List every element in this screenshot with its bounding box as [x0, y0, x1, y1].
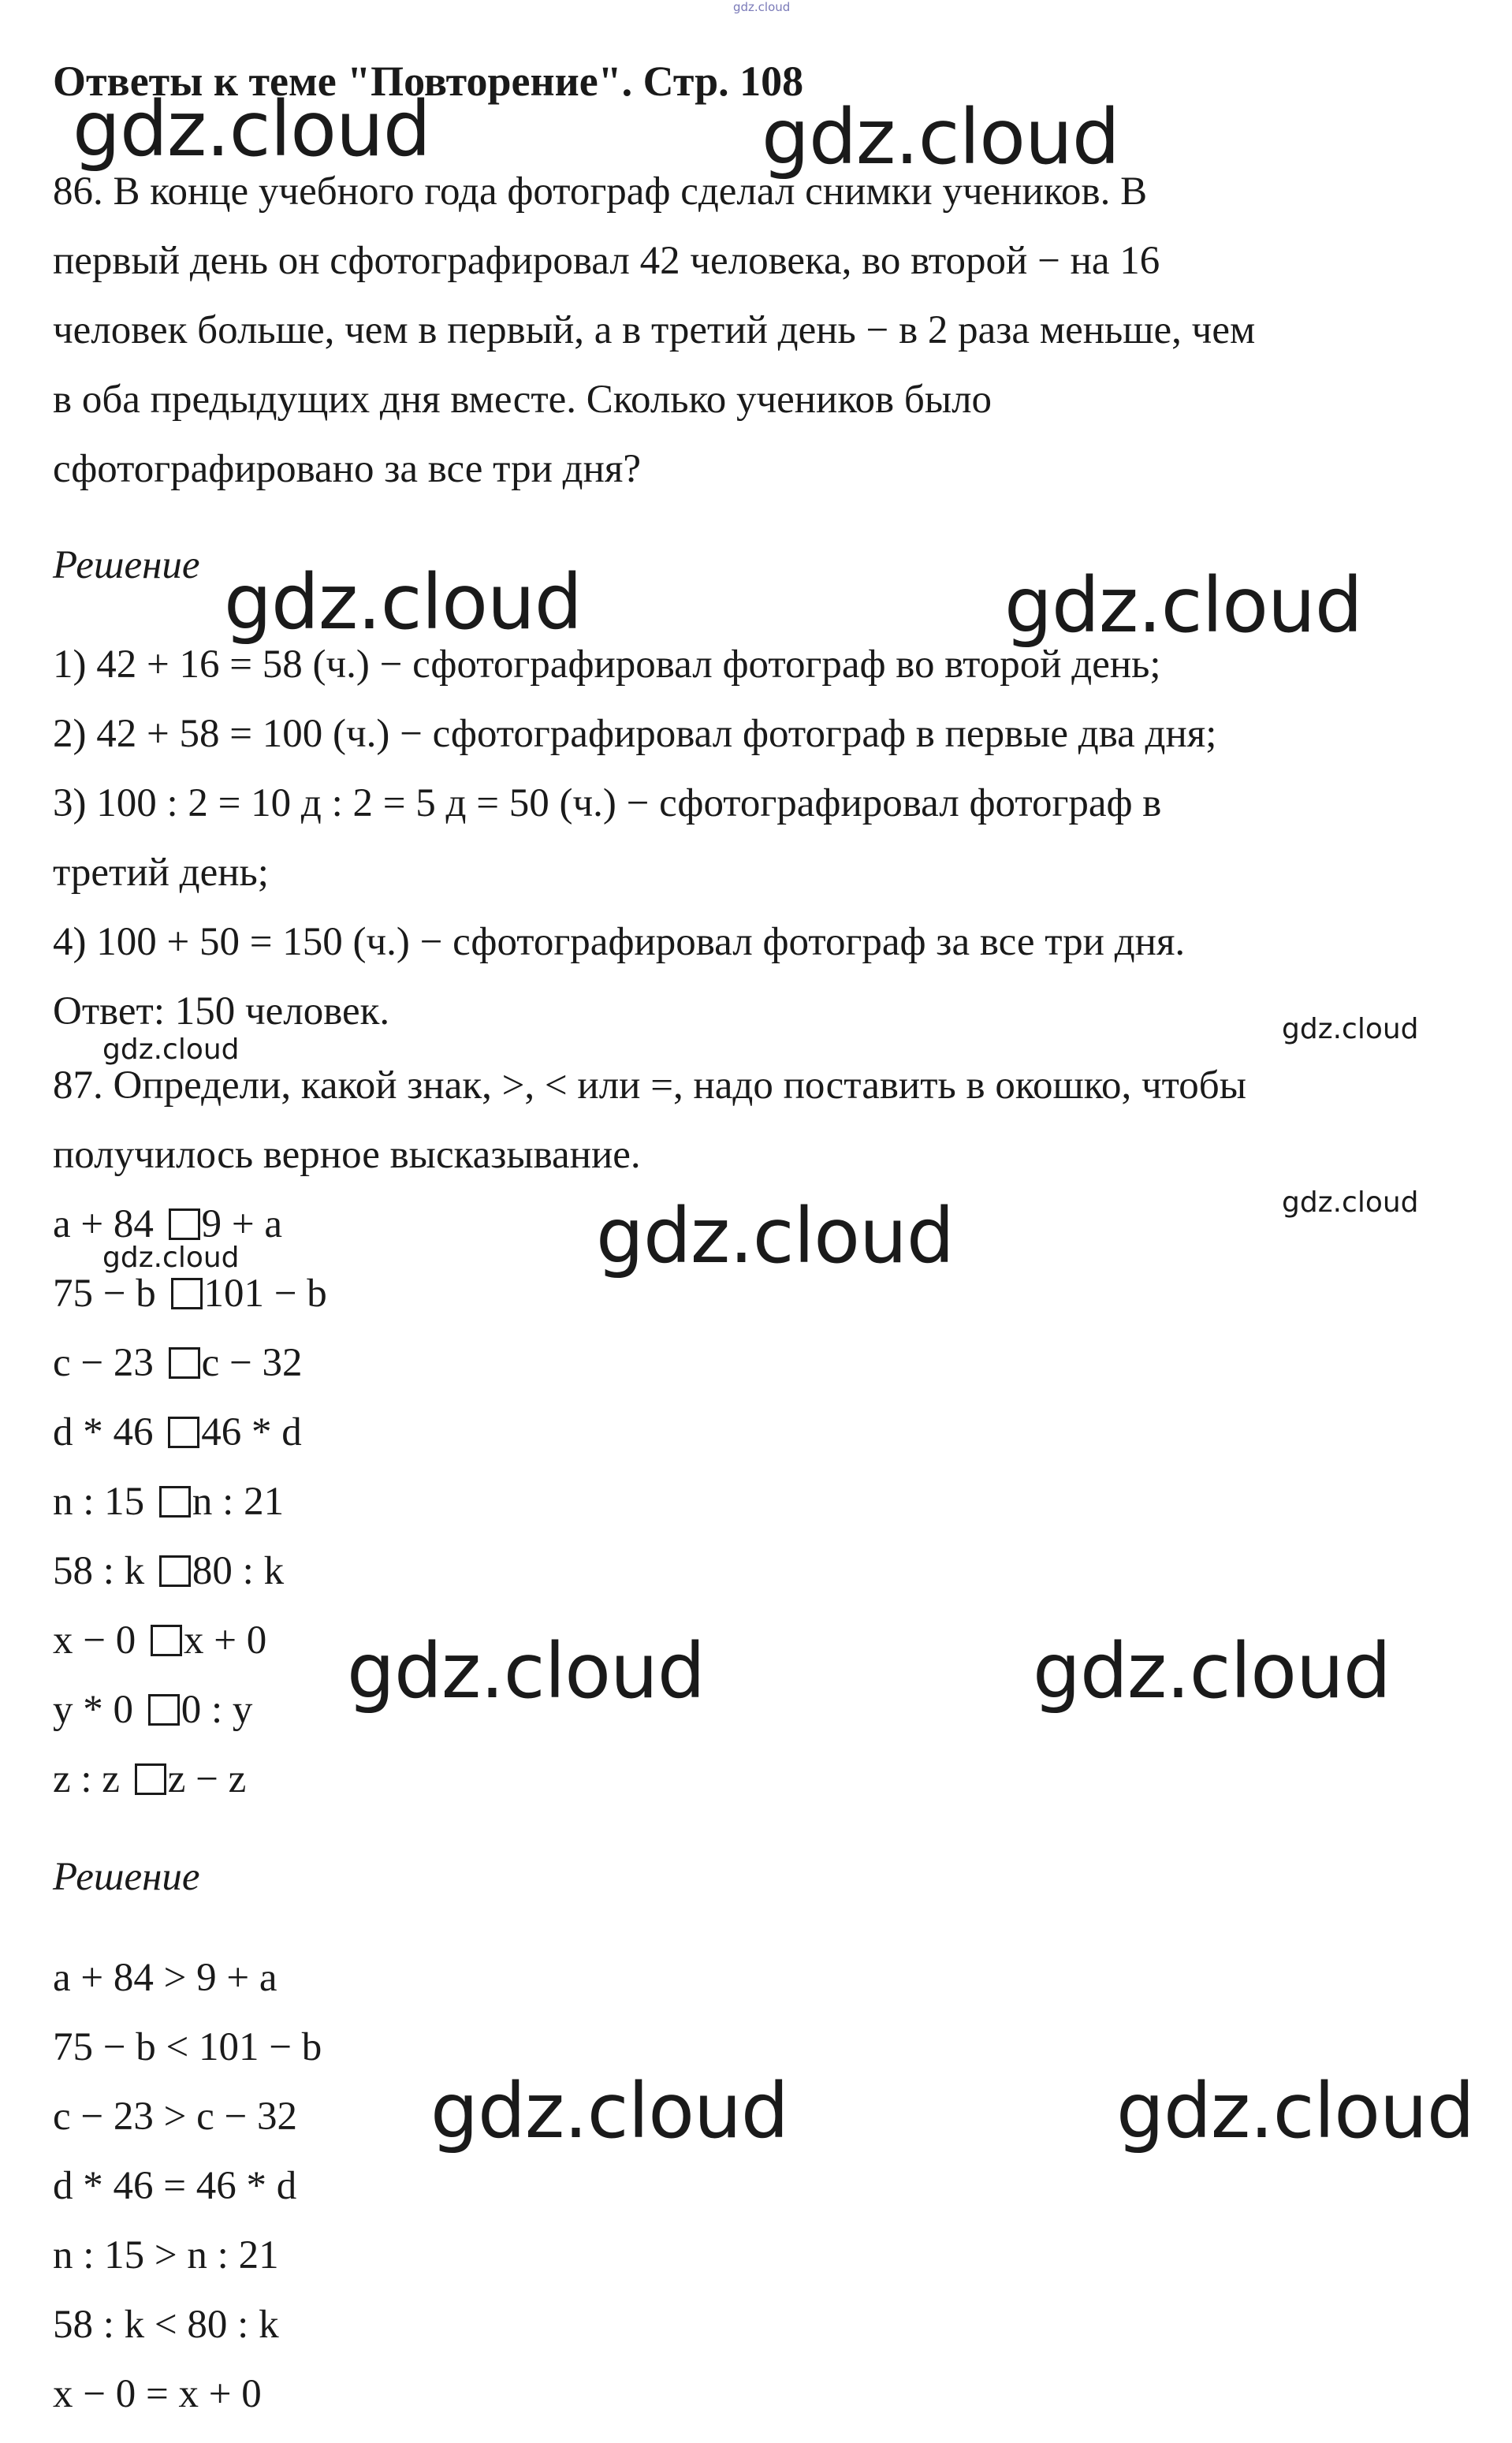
watermark: gdz.cloud: [430, 2067, 788, 2155]
answer-row: 58 : k < 80 : k: [53, 2303, 279, 2347]
page-title: Ответы к теме "Повторение". Стр. 108: [53, 58, 804, 105]
solution-step: 3) 100 : 2 = 10 д : 2 = 5 д = 50 (ч.) − сфотографировал фотограф в: [53, 781, 1162, 825]
exercise-left: 58 : k: [53, 1549, 145, 1593]
exercise-right: 0 : y: [181, 1688, 253, 1732]
answer-row: x − 0 = x + 0: [53, 2372, 262, 2416]
exercise-left: z : z: [53, 1757, 120, 1801]
exercise-right: n : 21: [192, 1480, 285, 1524]
solution-step: 1) 42 + 16 = 58 (ч.) − сфотографировал фотограф во второй день;: [53, 642, 1161, 687]
watermark: gdz.cloud: [762, 93, 1119, 181]
exercise-row: [53, 1618, 267, 1663]
answer-box[interactable]: [169, 1347, 200, 1379]
task87-line: получилось верное высказывание.: [53, 1133, 641, 1177]
solution-label: Решение: [53, 1855, 200, 1899]
exercise-right: 46 * d: [201, 1410, 302, 1454]
watermark: gdz.cloud: [1282, 1013, 1419, 1045]
answer-box[interactable]: [151, 1625, 182, 1656]
answer-row: n : 15 > n : 21: [53, 2233, 279, 2277]
answer-box[interactable]: [148, 1694, 180, 1726]
answer-box[interactable]: [171, 1278, 203, 1309]
exercise-left: n : 15: [53, 1480, 145, 1524]
exercise-left: a + 84: [53, 1202, 154, 1246]
watermark: gdz.cloud: [1033, 1627, 1391, 1715]
answer-line: Ответ: 150 человек.: [53, 989, 390, 1033]
exercise-row: [53, 1757, 247, 1801]
exercise-right: 9 + a: [201, 1202, 283, 1246]
exercise-row: [53, 1690, 252, 1730]
exercise-right: 101 − b: [203, 1272, 327, 1316]
answer-box[interactable]: [159, 1486, 191, 1518]
exercise-left: c − 23: [53, 1341, 154, 1385]
exercise-left: y * 0: [53, 1688, 133, 1732]
task86-line: сфотографировано за все три дня?: [53, 447, 641, 491]
solution-step: 2) 42 + 58 = 100 (ч.) − сфотографировал фотограф в первые два дня;: [53, 712, 1217, 756]
exercise-right: x + 0: [184, 1618, 267, 1663]
watermark: gdz.cloud: [1116, 2067, 1474, 2155]
exercise-row: [53, 1551, 284, 1592]
watermark: gdz.cloud: [224, 558, 582, 646]
exercise-right: 80 : k: [192, 1549, 285, 1593]
watermark: gdz.cloud: [102, 1033, 240, 1066]
answer-box[interactable]: [169, 1208, 200, 1240]
task86-line: 86. В конце учебного года фотограф сделал снимки учеников. В: [53, 169, 1148, 214]
exercise-row: [53, 1274, 327, 1314]
watermark: gdz.cloud: [73, 85, 430, 173]
exercise-row: [53, 1343, 303, 1383]
answer-row: 75 − b < 101 − b: [53, 2025, 322, 2069]
exercise-left: 75 − b: [53, 1272, 156, 1316]
exercise-right: z − z: [167, 1757, 247, 1801]
solution-step: третий день;: [53, 851, 269, 895]
answer-row: a + 84 > 9 + a: [53, 1956, 277, 2000]
answer-row: d * 46 = 46 * d: [53, 2164, 297, 2208]
watermark: gdz.cloud: [596, 1192, 954, 1280]
watermark: gdz.cloud: [347, 1627, 705, 1715]
exercise-left: d * 46: [53, 1410, 154, 1454]
exercise-row: [53, 1202, 283, 1246]
task86-line: в оба предыдущих дня вместе. Сколько учеников было: [53, 378, 992, 422]
answer-box[interactable]: [135, 1763, 166, 1795]
answer-row: c − 23 > c − 32: [53, 2095, 298, 2139]
task86-line: человек больше, чем в первый, а в третий день − в 2 раза меньше, чем: [53, 308, 1256, 352]
answer-box[interactable]: [159, 1555, 191, 1587]
header-watermark: gdz.cloud: [733, 0, 791, 14]
task86-line: первый день он сфотографировал 42 человека, во второй − на 16: [53, 239, 1160, 283]
exercise-row: [53, 1482, 284, 1522]
watermark: gdz.cloud: [1282, 1186, 1419, 1219]
watermark: gdz.cloud: [1004, 561, 1362, 650]
answer-box[interactable]: [168, 1417, 199, 1448]
exercise-left: x − 0: [53, 1618, 136, 1663]
exercise-row: [53, 1410, 302, 1454]
solution-step: 4) 100 + 50 = 150 (ч.) − сфотографировал фотограф за все три дня.: [53, 920, 1186, 964]
watermark: gdz.cloud: [102, 1242, 240, 1274]
exercise-right: c − 32: [201, 1341, 303, 1385]
solution-label: Решение: [53, 543, 200, 587]
task87-line: 87. Определи, какой знак, >, < или =, надо поставить в окошко, чтобы: [53, 1063, 1246, 1108]
